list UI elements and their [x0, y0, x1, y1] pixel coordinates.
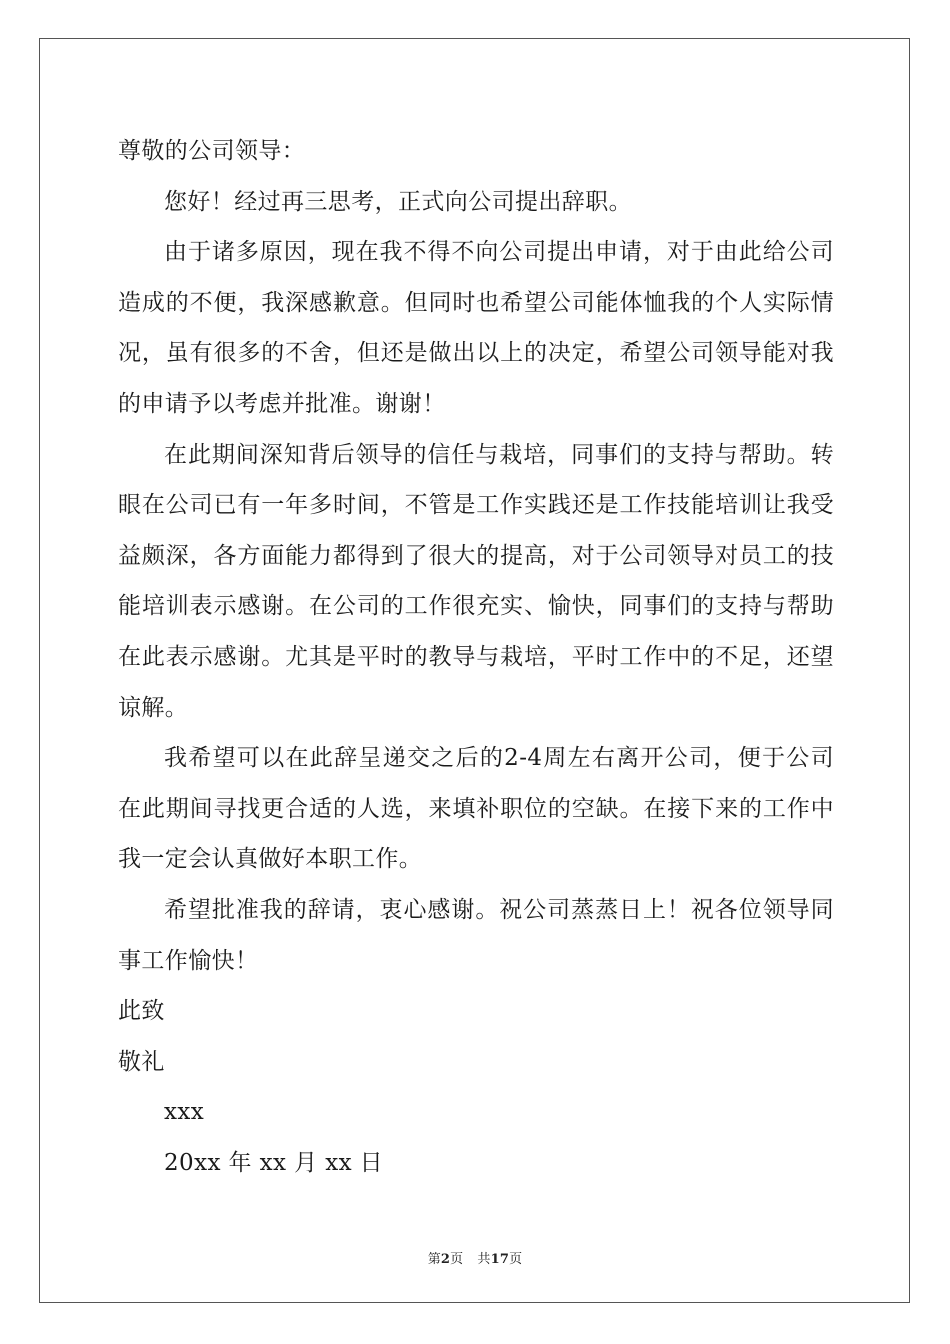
closing-line-2: 敬礼: [118, 1048, 165, 1075]
letter-date: 20xx 年 xx 月 xx 日: [164, 1149, 384, 1176]
paragraph-greeting: 您好！经过再三思考，正式向公司提出辞职。: [164, 188, 632, 215]
page-footer: [0, 1248, 950, 1267]
paragraph-reason: 由于诸多原因，现在我不得不向公司提出申请，对于由此给公司造成的不便，我深感歉意。但同时也希望公司能体恤我的个人实际情况，虽有很多的不舍，但还是做出以上的决定，希望公司领导能对我的申请予以考虑并批准。谢谢！: [118, 239, 834, 417]
page-suffix: 页: [450, 1252, 464, 1267]
paragraph-wishes: 希望批准我的辞请，衷心感谢。祝公司蒸蒸日上！祝各位领导同事工作愉快！: [118, 896, 834, 974]
letter-body: [118, 126, 834, 1188]
total-suffix: 页: [509, 1252, 523, 1267]
total-prefix: 共: [477, 1252, 491, 1267]
paragraph-departure-plan: 我希望可以在此辞呈递交之后的2-4周左右离开公司，便于公司在此期间寻找更合适的人选，来填补职位的空缺。在接下来的工作中我一定会认真做好本职工作。: [118, 745, 834, 873]
page-number: 2: [440, 1252, 451, 1267]
signature: xxx: [164, 1099, 205, 1126]
salutation: 尊敬的公司领导：: [118, 138, 306, 164]
closing-line-1: 此致: [118, 998, 165, 1025]
paragraph-gratitude: 在此期间深知背后领导的信任与栽培，同事们的支持与帮助。转眼在公司已有一年多时间，不管是工作实践还是工作技能培训让我受益颇深，各方面能力都得到了很大的提高，对于公司领导对员工的技能培训表示感谢。在公司的工作很充实、愉快，同事们的支持与帮助在此表示感谢。尤其是平时的教导与栽培，平时工作中的不足，还望谅解。: [118, 441, 834, 721]
page-prefix: 第: [427, 1252, 441, 1267]
total-pages: 17: [490, 1252, 510, 1267]
